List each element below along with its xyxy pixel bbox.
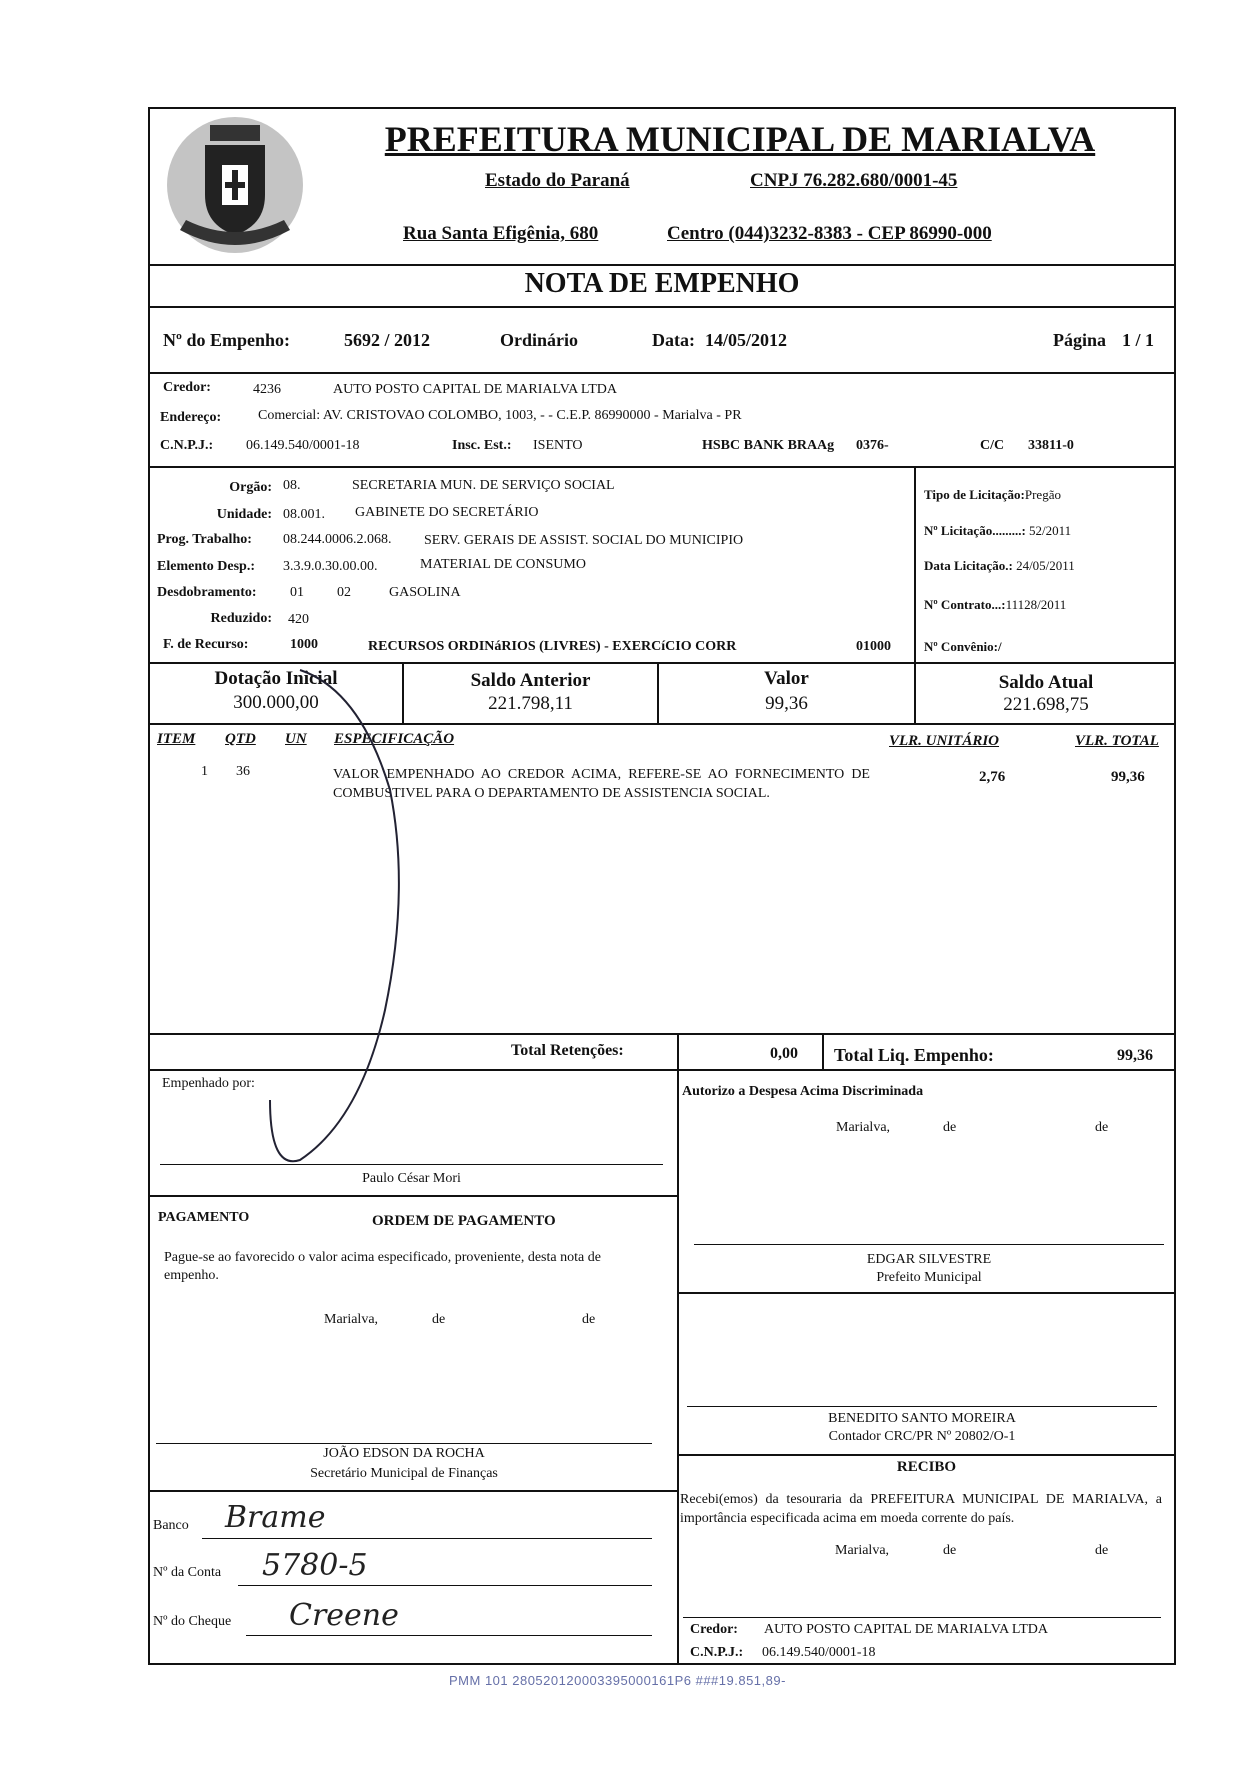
empenho-date: 14/05/2012 (705, 330, 788, 350)
item-number: 1 (201, 764, 208, 779)
financas-role: Secretário Municipal de Finanças (310, 1466, 498, 1481)
col-un: UN (285, 731, 307, 747)
banco-label: Banco (153, 1518, 189, 1533)
orgao-code: 08. (283, 478, 301, 493)
total-retencoes: 0,00 (770, 1045, 798, 1062)
recurso-label: F. de Recurso: (163, 637, 249, 652)
recibo-credor-label: Credor: (690, 1622, 738, 1637)
tipo-licitacao: Pregão (1024, 487, 1061, 502)
signature-stroke (260, 660, 460, 1170)
prog-name: SERV. GERAIS DE ASSIST. SOCIAL DO MUNICIPIO (424, 533, 744, 548)
orgao-label: Orgão: (229, 480, 272, 495)
unidade-code: 08.001. (283, 507, 325, 522)
empenhado-name: Paulo César Mori (362, 1171, 461, 1186)
recurso-name: RECURSOS ORDINáRIOS (LIVRES) - EXERCíCIO CORR (368, 639, 737, 654)
empenho-page: 1 / 1 (1122, 330, 1155, 350)
autorizo-de2: de (1095, 1120, 1109, 1135)
elemento-code: 3.3.9.0.30.00.00. (283, 559, 378, 574)
banco-handwriting: Brame (225, 1500, 326, 1535)
recibo-de2: de (1095, 1543, 1109, 1558)
address-label: Endereço: (160, 410, 222, 425)
saldo-label-anterior: Saldo Anterior (470, 670, 591, 691)
recurso-code: 1000 (290, 637, 318, 652)
pagamento-label: PAGAMENTO (158, 1210, 250, 1225)
contador-role: Contador CRC/PR Nº 20802/O-1 (828, 1429, 1016, 1444)
prog-label: Prog. Trabalho: (157, 532, 252, 547)
conta-label: Nº da Conta (153, 1565, 222, 1580)
insc-label: Insc. Est.: (452, 438, 512, 453)
header-state: Estado do Paraná (485, 170, 630, 191)
autorizo-de1: de (943, 1120, 957, 1135)
col-unit: VLR. UNITÁRIO (889, 733, 1000, 749)
recurso-num: 01000 (856, 639, 891, 654)
total-liq-label: Total Liq. Empenho: (834, 1045, 994, 1065)
item-qtd: 36 (236, 764, 250, 779)
empenho-page-label: Página (1053, 330, 1107, 350)
bank-cc-label: C/C (980, 438, 1005, 453)
contrato-label: Nº Contrato...: (924, 597, 1006, 612)
saldo-value-valor: 99,36 (765, 693, 808, 714)
prefeito-name: EDGAR SILVESTRE (866, 1252, 992, 1267)
empenho-number-label: Nº do Empenho: (163, 330, 290, 350)
credor-cnpj: 06.149.540/0001-18 (246, 438, 360, 453)
bank-cc: 33811-0 (1028, 438, 1074, 453)
col-item: ITEM (157, 731, 196, 747)
item-total-value: 99,36 (1111, 769, 1145, 785)
orgao-name: SECRETARIA MUN. DE SERVIÇO SOCIAL (352, 478, 615, 493)
recibo-text: Recebi(emos) da tesouraria da PREFEITURA MUNICIPAL DE MARIALVA, a importância especificada acima em moeda corrente do país. (680, 1492, 1162, 1526)
autorizo-label: Autorizo a Despesa Acima Discriminada (682, 1084, 924, 1099)
saldo-value-atual: 221.698,75 (1003, 694, 1089, 715)
header-title: PREFEITURA MUNICIPAL DE MARIALVA (384, 119, 1096, 159)
credor-address: Comercial: AV. CRISTOVAO COLOMBO, 1003, - - C.E.P. 86990000 - Marialva - PR (258, 408, 742, 423)
ordem-pagamento: ORDEM DE PAGAMENTO (372, 1213, 556, 1229)
licitacao-num-label: Nº Licitação.........: (924, 523, 1026, 538)
bank-name: HSBC BANK BRA (702, 438, 818, 453)
unidade-label: Unidade: (216, 507, 272, 522)
cheque-handwriting: Creene (289, 1598, 399, 1633)
convenio-label: Nº Convênio:/ (924, 639, 1002, 654)
prog-code: 08.244.0006.2.068. (283, 532, 392, 547)
total-liq: 99,36 (1117, 1047, 1153, 1064)
empenhado-label: Empenhado por: (162, 1076, 255, 1091)
total-retencoes-label: Total Retenções: (511, 1042, 624, 1059)
conta-handwriting: 5780-5 (262, 1548, 368, 1583)
empenho-type: Ordinário (500, 330, 579, 350)
licitacao-date-label: Data Licitação.: (924, 558, 1013, 573)
recibo-cnpj: 06.149.540/0001-18 (762, 1645, 876, 1660)
empenho-date-label: Data: (652, 330, 695, 350)
credor-label: Credor: (163, 380, 211, 395)
header-contact: Centro (044)3232-8383 - CEP 86990-000 (667, 223, 992, 244)
document-title: NOTA DE EMPENHO (524, 268, 800, 299)
header-address: Rua Santa Efigênia, 680 (403, 223, 599, 244)
recibo-cnpj-label: C.N.P.J.: (690, 1645, 744, 1660)
recibo-title: RECIBO (896, 1459, 957, 1475)
pagamento-de2: de (582, 1312, 596, 1327)
desdob-label: Desdobramento: (157, 585, 257, 600)
recibo-de1: de (943, 1543, 957, 1558)
credor-name: AUTO POSTO CAPITAL DE MARIALVA LTDA (333, 382, 617, 397)
financas-name: JOÃO EDSON DA ROCHA (323, 1446, 485, 1461)
item-unit-value: 2,76 (979, 769, 1006, 785)
pagamento-text: Pague-se ao favorecido o valor acima especificado, proveniente, desta nota de empenho. (164, 1250, 601, 1283)
tipo-licitacao-label: Tipo de Licitação: (924, 487, 1025, 502)
unidade-name: GABINETE DO SECRETÁRIO (355, 505, 539, 520)
prefeito-role: Prefeito Municipal (876, 1270, 982, 1285)
credor-cnpj-label: C.N.P.J.: (160, 438, 214, 453)
reduzido-value: 420 (288, 612, 309, 627)
empenho-number: 5692 / 2012 (344, 330, 431, 350)
header-cnpj: CNPJ 76.282.680/0001-45 (750, 170, 958, 191)
bank-ag: 0376- (856, 438, 889, 453)
bank-ag-label: Ag (817, 438, 835, 453)
recibo-credor: AUTO POSTO CAPITAL DE MARIALVA LTDA (764, 1622, 1048, 1637)
saldo-label-atual: Saldo Atual (998, 672, 1094, 693)
elemento-name: MATERIAL DE CONSUMO (420, 557, 586, 572)
contrato-value: 11128/2011 (1005, 597, 1067, 612)
elemento-label: Elemento Desp.: (157, 559, 255, 574)
pagamento-city: Marialva, (324, 1312, 379, 1327)
saldo-label-valor: Valor (764, 668, 809, 689)
footer-stamp: PMM 101 280520120003395000161P6 ###19.851,89- (449, 1673, 786, 1688)
saldo-label-dotacao: Dotação Inicial (214, 668, 338, 689)
reduzido-label: Reduzido: (210, 611, 272, 626)
item-spec: VALOR EMPENHADO AO CREDOR ACIMA, REFERE-SE AO FORNECIMENTO DE COMBUSTIVEL PARA O DEPARTAMENTO DE ASSISTENCIA SOCIAL. (333, 767, 870, 801)
col-total: VLR. TOTAL (1075, 733, 1159, 749)
credor-code: 4236 (253, 382, 281, 397)
recibo-city: Marialva, (835, 1543, 890, 1558)
col-qtd: QTD (225, 731, 256, 747)
pagamento-de1: de (432, 1312, 446, 1327)
autorizo-city: Marialva, (836, 1120, 891, 1135)
contador-name: BENEDITO SANTO MOREIRA (828, 1411, 1016, 1426)
coat-of-arms-logo (160, 110, 310, 260)
desdob-a: 01 (290, 585, 304, 600)
saldo-value-dotacao: 300.000,00 (233, 692, 319, 713)
saldo-value-anterior: 221.798,11 (488, 693, 573, 714)
desdob-b: 02 (337, 585, 351, 600)
licitacao-date: 24/05/2011 (1016, 558, 1075, 573)
col-spec: ESPECIFICAÇÃO (334, 731, 455, 747)
desdob-name: GASOLINA (389, 585, 461, 600)
licitacao-num: 52/2011 (1029, 523, 1072, 538)
cheque-label: Nº do Cheque (153, 1614, 232, 1629)
insc-value: ISENTO (533, 438, 583, 453)
